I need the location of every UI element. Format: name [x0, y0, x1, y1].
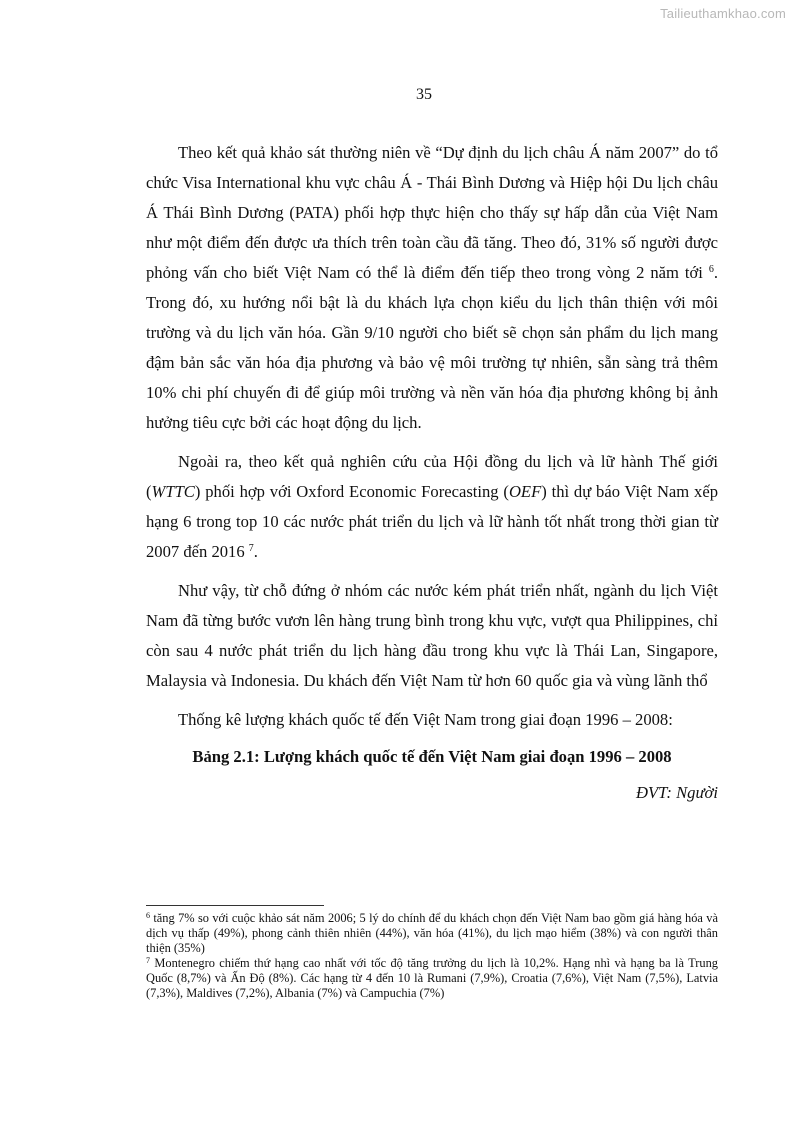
unit-label: ĐVT: Người [636, 783, 718, 802]
paragraph-text: Theo kết quả khảo sát thường niên về “Dự định du lịch châu Á năm 2007” do tổ chức Visa International khu vực châu Á - Thái Bình Dương và Hiệp hội Du lịch châu Á Thái Bình Dương (PATA) phối hợp thực hiện cho thấy sự hấp dẫn của Việt Nam như một điểm đến được ưa thích trên toàn cầu đã tăng. Theo đó, 31% số người được phỏng vấn cho biết Việt Nam có thể là điểm đến tiếp theo trong vòng 2 năm tới [146, 143, 718, 282]
paragraph-ranking: Như vậy, từ chỗ đứng ở nhóm các nước kém phát triển nhất, ngành du lịch Việt Nam đã từng bước vươn lên hàng trung bình trong khu vực, vượt qua Philippines, chỉ còn sau 4 nước phát triển du lịch hàng đầu trong khu vực là Thái Lan, Singapore, Malaysia và Indonesia. Du khách đến Việt Nam từ hơn 60 quốc gia và vùng lãnh thổ [146, 581, 718, 690]
paragraph-text: . Trong đó, xu hướng nổi bật là du khách lựa chọn kiểu du lịch thân thiện với môi trường và du lịch văn hóa. Gần 9/10 người cho biết sẽ chọn sản phẩm du lịch mang đậm bản sắc văn hóa địa phương và bảo vệ môi trường tự nhiên, sẵn sàng trả thêm 10% chi phí chuyến đi để giúp môi trường và nền văn hóa địa phương không bị ảnh hưởng tiêu cực bởi các hoạt động du lịch. [146, 263, 718, 432]
footnote-text: tăng 7% so với cuộc khảo sát năm 2006; 5 lý do chính để du khách chọn đến Việt Nam bao gồm giá hàng hóa và dịch vụ thấp (49%), phong cảnh thiên nhiên (44%), văn hóa (41%), du lịch mạo hiểm (38%) và con người thân thiện (35%) [146, 911, 718, 955]
footnote-7 [146, 956, 718, 1001]
abbr-wttc: WTTC [151, 482, 195, 501]
paragraph-text: ) phối hợp với Oxford Economic Forecasting ( [194, 482, 509, 501]
page-number: 35 [416, 86, 432, 103]
paragraph-statistics-intro: Thống kê lượng khách quốc tế đến Việt Nam trong giai đoạn 1996 – 2008: [178, 710, 673, 729]
footnote-ref-7[interactable]: 7 [248, 543, 254, 554]
footnote-6 [146, 911, 718, 956]
footnote-number: 6 [146, 911, 150, 920]
footnote-separator [146, 905, 324, 906]
footnote-number: 7 [146, 956, 150, 965]
body-text [146, 138, 718, 808]
paragraph-text: ) thì dự báo Việt Nam xếp hạng 6 trong top 10 các nước phát triển du lịch và lữ hành tốt nhất trong thời gian từ 2007 đến 2016 [146, 482, 718, 561]
watermark: Tailieuthamkhao.com [660, 6, 786, 21]
footnotes [146, 911, 718, 1001]
footnote-ref-6[interactable]: 6 [708, 264, 714, 275]
paragraph-text: Ngoài ra, theo kết quả nghiên cứu của Hội đồng du lịch và lữ hành Thế giới ( [146, 452, 718, 501]
abbr-oef: OEF [508, 482, 542, 501]
footnote-text: Montenegro chiếm thứ hạng cao nhất với tốc độ tăng trưởng du lịch là 10,2%. Hạng nhì và hạng ba là Trung Quốc (8,7%) và Ấn Độ (8%). Các hạng từ 4 đến 10 là Rumani (7,9%), Croatia (7,6%), Việt Nam (7,5%), Latvia (7,3%), Maldives (7,2%), Albania (7%) và Campuchia (7%) [146, 956, 718, 1000]
paragraph-survey [146, 138, 718, 438]
table-caption: Bảng 2.1: Lượng khách quốc tế đến Việt Nam giai đoạn 1996 – 2008 [192, 747, 672, 766]
paragraph-wttc [146, 447, 718, 567]
paragraph-text: . [253, 542, 258, 561]
